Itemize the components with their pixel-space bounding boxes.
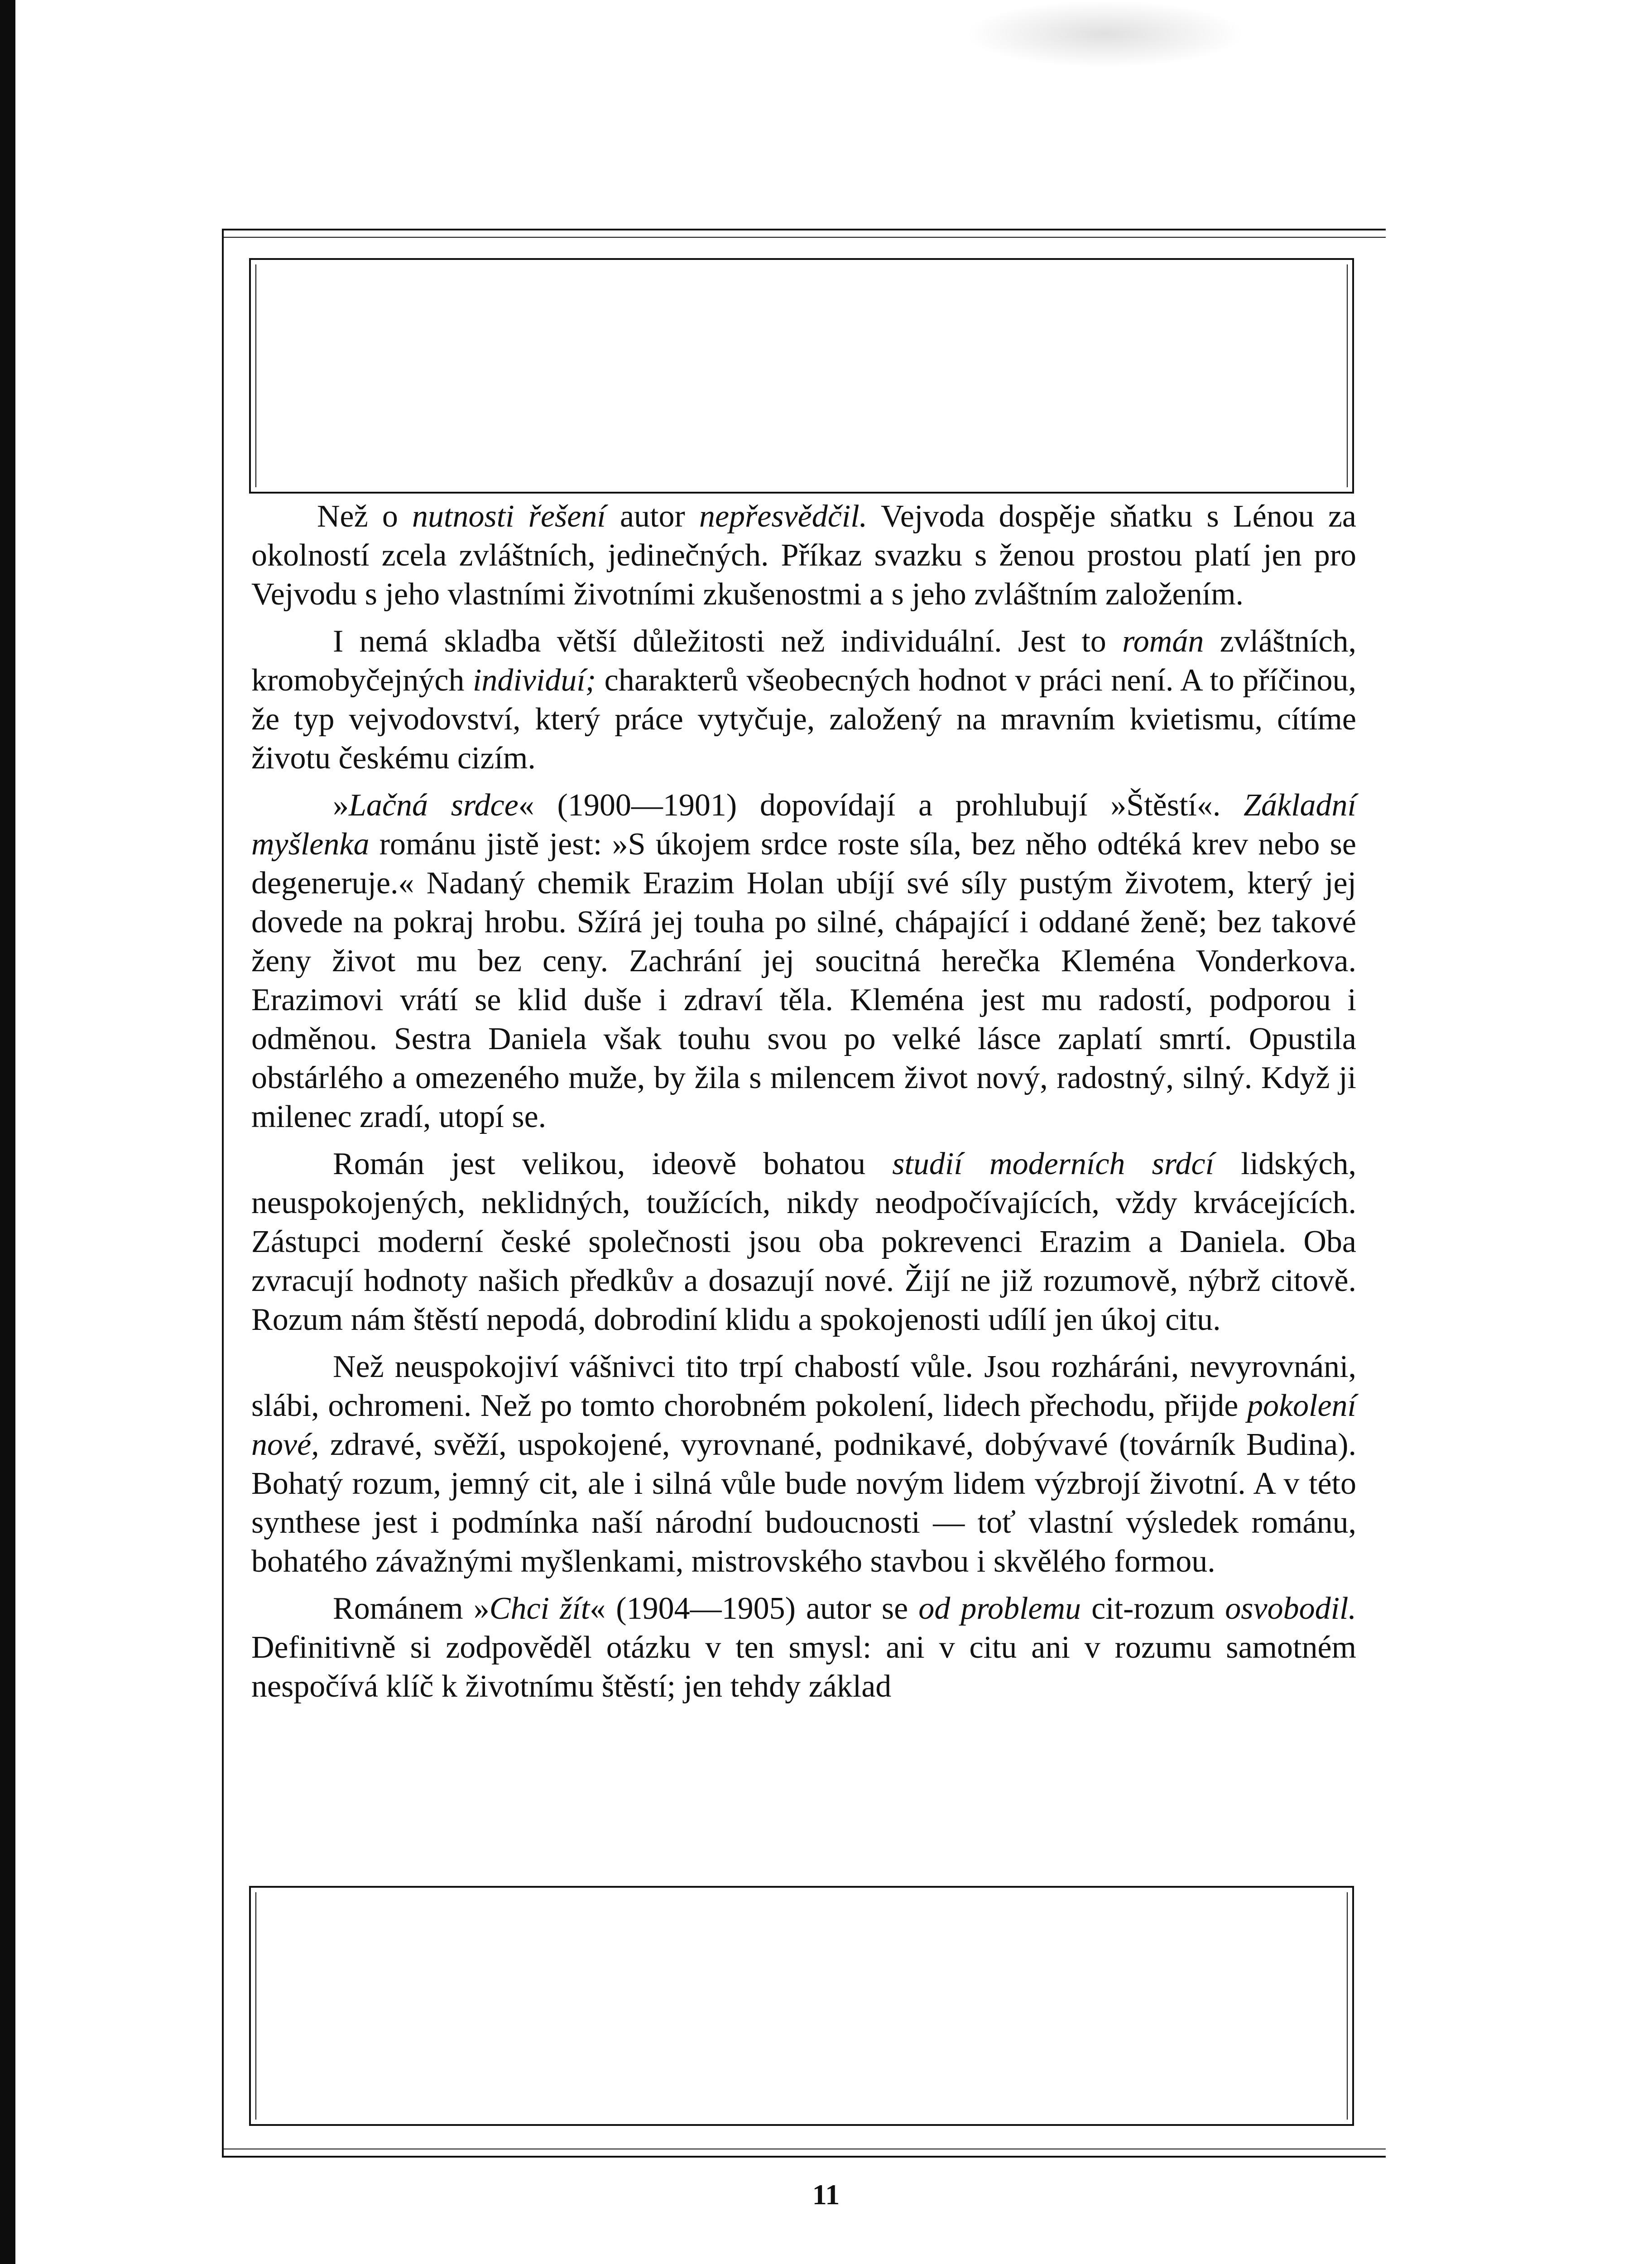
italic-run: Chci žít	[489, 1591, 590, 1626]
italic-run: román	[1122, 624, 1204, 659]
italic-run: Lačná srdce	[349, 788, 519, 823]
empty-frame-bottom	[249, 1886, 1354, 2126]
paragraph	[251, 786, 1356, 1137]
text-run: Než o	[317, 499, 412, 534]
scan-left-edge	[0, 0, 15, 2264]
text-run: cit-rozum	[1081, 1591, 1225, 1626]
text-run: I nemá skladba větší důležitosti než individuální. Jest to	[333, 624, 1123, 659]
scan-smudge	[965, 0, 1245, 68]
text-run: Vejvoda dospěje sňatku s Lénou za okolností zcela zvláštních, jedinečných. Příkaz svazku s ženou prostou platí jen pro Vejvodu s jeho vlastními životními zkušenostmi a s jeho zvláštním založením.	[251, 499, 1357, 612]
text-run: « (1900—1901) dopovídají a prohlubují »Štěstí«.	[518, 788, 1244, 823]
italic-run: Základní myšlenka	[251, 788, 1356, 862]
empty-frame-top	[249, 258, 1354, 494]
body-text	[251, 497, 1356, 1714]
paragraph	[251, 497, 1356, 614]
paragraph	[251, 1348, 1356, 1581]
italic-run: pokolení nové,	[251, 1388, 1356, 1462]
text-run: lidských, neuspokojených, neklidných, toužících, nikdy neodpočívajících, vždy krvácejících. Zástupci moderní české společnosti jsou oba pokrevenci Erazim a Daniela. Oba zvracují hodnoty našich předkův a dosazují nové. Žijí ne již rozumově, nýbrž citově. Rozum nám štěstí nepodá, dobrodiní klidu a spokojenosti udílí jen úkoj citu.	[251, 1146, 1356, 1337]
italic-run: individuí;	[472, 663, 596, 698]
text-run: zdravé, svěží, uspokojené, vyrovnané, podnikavé, dobývavé (továrník Budina). Bohatý rozum, jemný cit, ale i silná vůle bude novým lidem výzbrojí životní. A v této synthese jest i podmínka naší národní budoucnosti — toť vlastní výsledek románu, bohatého závažnými myšlenkami, mistrovského stavbou i skvělého formou.	[251, 1427, 1356, 1579]
paragraph	[251, 622, 1356, 778]
italic-run: studií moderních srdcí	[892, 1146, 1215, 1181]
text-run: charakterů všeobecných hodnot v práci není. A to příčinou, že typ vejvodovství, který práce vytyčuje, založený na mravním kvietismu, cítíme životu českému cizím.	[251, 663, 1357, 776]
text-run: Než neuspokojiví vášnivci tito trpí chabostí vůle. Jsou rozháráni, nevyrovnáni, slábi, ochromeni. Než po tomto chorobném pokolení, lidech přechodu, přijde	[251, 1349, 1356, 1423]
text-run: »	[333, 788, 349, 823]
page-number: 11	[812, 2178, 840, 2211]
text-run: autor	[605, 499, 699, 534]
text-run: Definitivně si zodpověděl otázku v ten smysl: ani v citu ani v rozumu samotném nespočívá klíč k životnímu štěstí; jen tehdy základ	[251, 1630, 1356, 1704]
italic-run: nepřesvědčil.	[699, 499, 868, 534]
text-run: « (1904—1905) autor se	[590, 1591, 919, 1626]
paragraph	[251, 1145, 1356, 1339]
italic-run: od problemu	[918, 1591, 1081, 1626]
text-run: Román jest velikou, ideově bohatou	[333, 1146, 893, 1181]
text-run: zvláštních, kromobyčejných	[251, 624, 1357, 698]
italic-run: nutnosti řešení	[412, 499, 606, 534]
text-run: Románem »	[333, 1591, 490, 1626]
text-run: románu jistě jest: »S úkojem srdce roste síla, bez něho odtéká krev nebo se degeneruje.« Nadaný chemik Erazim Holan ubíjí své síly pustým životem, který jej dovede na pokraj hrobu. Sžírá jej touha po silné, chápající i oddané ženě; bez takové ženy život mu bez ceny. Zachrání jej soucitná herečka Kleména Vonderkova. Erazimovi vrátí se klid duše i zdraví těla. Kleména jest mu radostí, podporou i odměnou. Sestra Daniela však touhu svou po velké lásce zaplatí smrtí. Opustila obstárlého a omezeného muže, by žila s milencem život nový, radostný, silný. Když ji milenec zradí, utopí se.	[251, 827, 1356, 1134]
paragraph	[251, 1589, 1356, 1706]
italic-run: osvobodil.	[1225, 1591, 1356, 1626]
